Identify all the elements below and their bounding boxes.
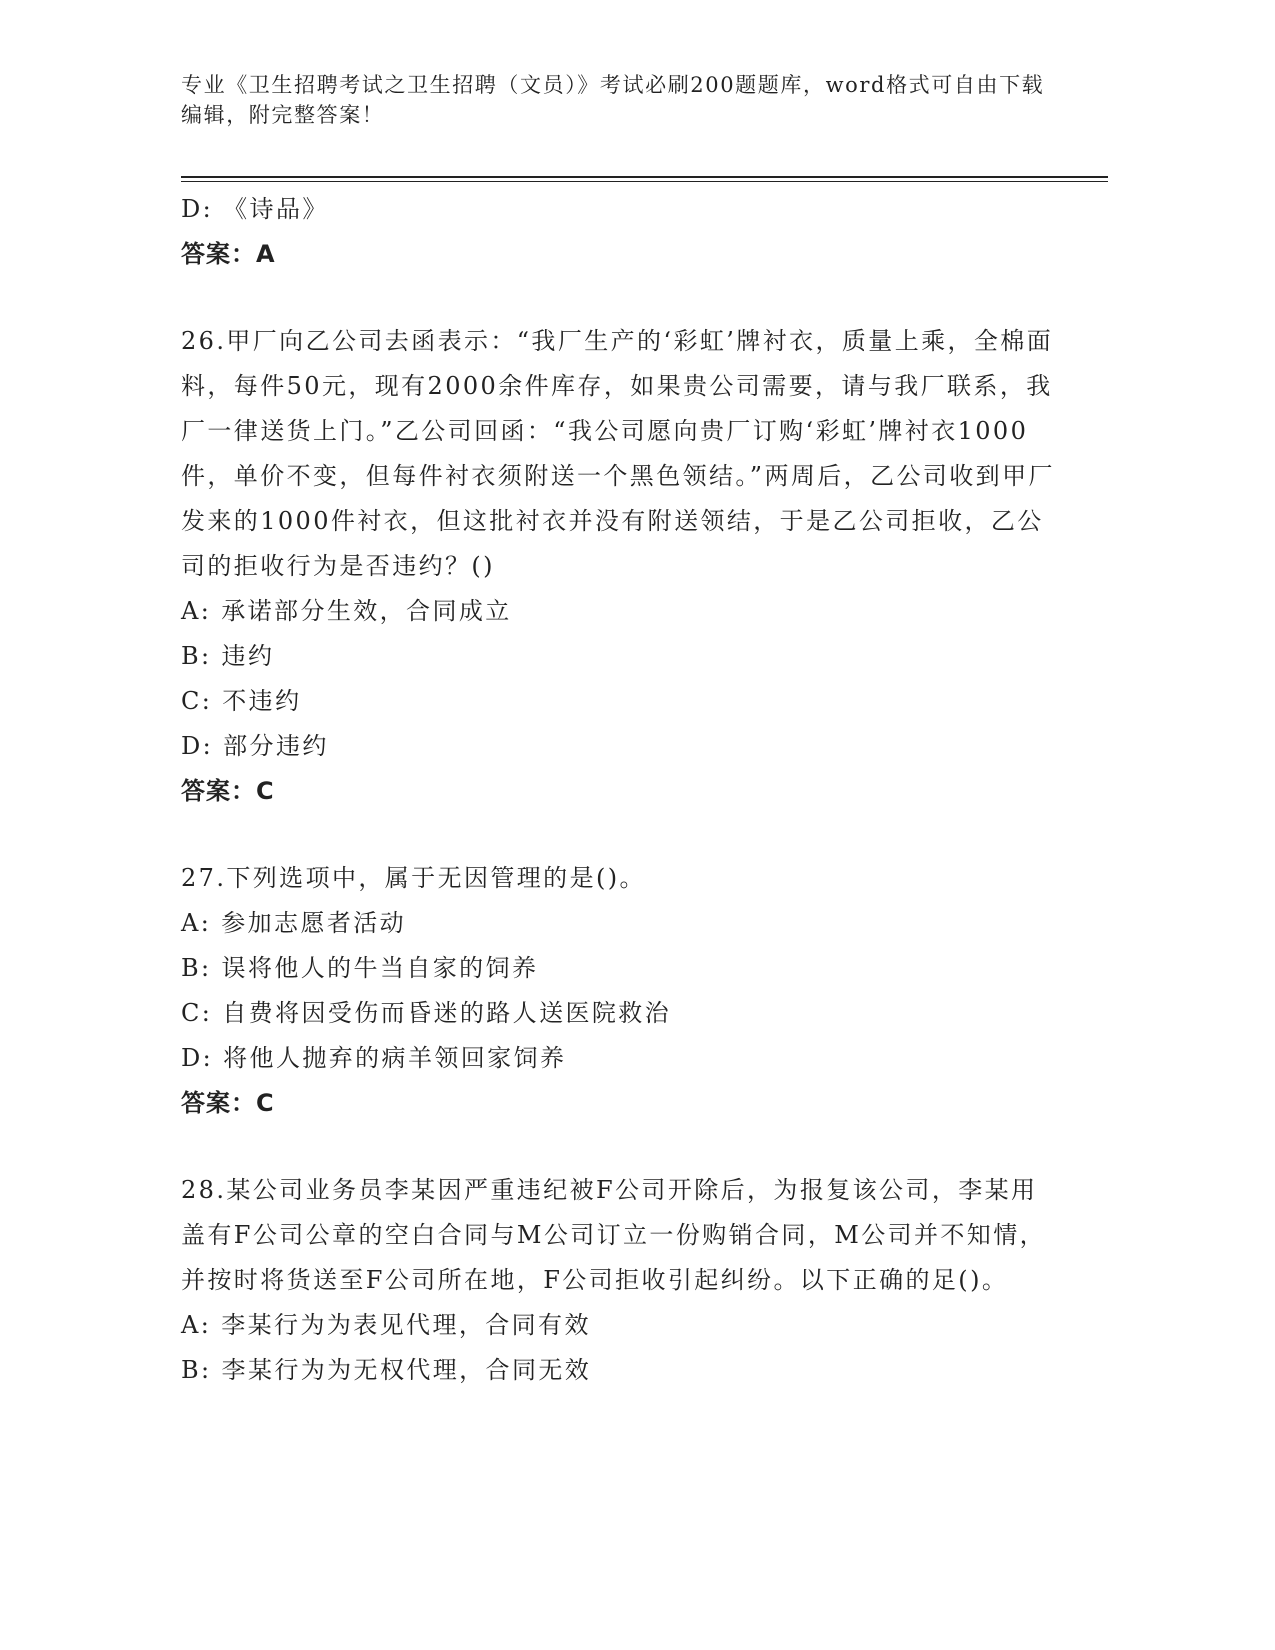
question-28-stem: 28.某公司业务员李某因严重违纪被F公司开除后，为报复该公司，李某用盖有F公司公章的空白合同与M公司订立一份购销合同，M公司并不知情，并按时将货送至F公司所在地，F公司拒收引起纠纷。以下正确的足()。	[181, 1176, 1046, 1294]
option-b: B: 误将他人的牛当自家的饲养	[181, 954, 539, 982]
option-d: D: 《诗品》	[181, 195, 329, 223]
document-body	[181, 187, 1061, 1393]
question-26-stem: 26.甲厂向乙公司去函表示：“我厂生产的‘彩虹’牌衬衣，质量上乘，全棉面料，每件50元，现有2000余件库存，如果贵公司需要，请与我厂联系，我厂一律送货上门。”乙公司回函：“我公司愿向贵厂订购‘彩虹’牌衬衣1000件，单价不变，但每件衬衣须附送一个黑色领结。”两周后，乙公司收到甲厂发来的1000件衬衣，但这批衬衣并没有附送领结，于是乙公司拒收，乙公司的拒收行为是否违约？()	[181, 327, 1055, 580]
header-divider-thick	[181, 176, 1108, 178]
document-header	[181, 70, 1061, 130]
option-a: A: 参加志愿者活动	[181, 909, 407, 937]
header-title: 专业《卫生招聘考试之卫生招聘（文员）》考试必刷200题题库，word格式可自由下载编辑，附完整答案！	[181, 73, 1045, 127]
answer: 答案：C	[181, 777, 275, 805]
option-a: A: 李某行为为表见代理，合同有效	[181, 1311, 591, 1339]
option-a: A: 承诺部分生效，合同成立	[181, 597, 512, 625]
option-c: C: 不违约	[181, 687, 302, 715]
answer: 答案：C	[181, 1089, 275, 1117]
option-d: D: 部分违约	[181, 732, 329, 760]
option-d: D: 将他人抛弃的病羊领回家饲养	[181, 1044, 567, 1072]
question-27-stem: 27.下列选项中，属于无因管理的是()。	[181, 864, 646, 892]
option-c: C: 自费将因受伤而昏迷的路人送医院救治	[181, 999, 672, 1027]
option-b: B: 违约	[181, 642, 275, 670]
header-divider-thin	[181, 181, 1108, 182]
option-b: B: 李某行为为无权代理，合同无效	[181, 1356, 592, 1384]
answer: 答案：A	[181, 240, 276, 268]
